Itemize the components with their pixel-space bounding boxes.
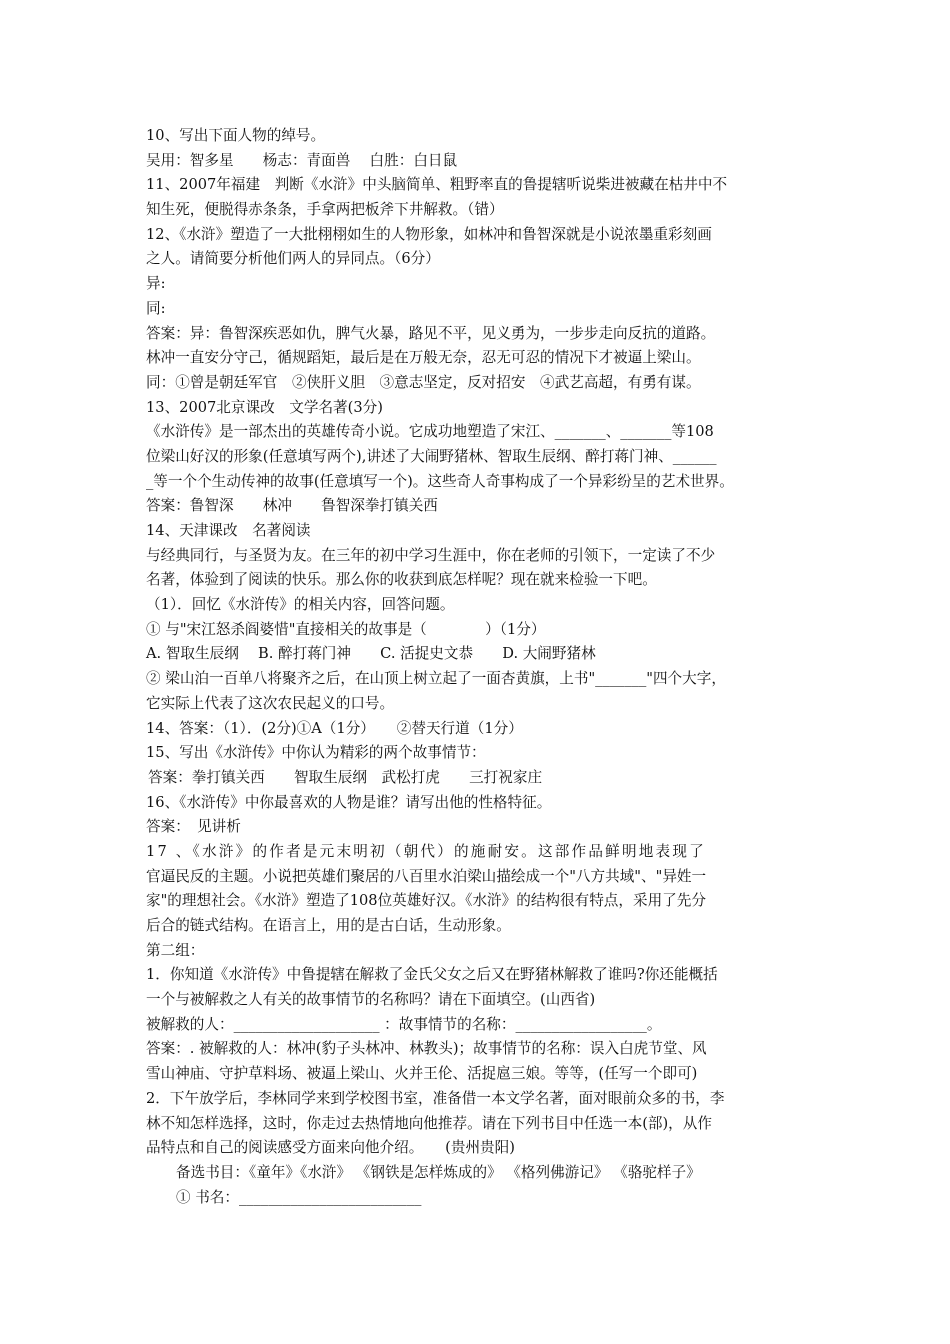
answer-14: 14、答案：（1）．(2分)①A（1分） ②替天行道（1分）	[146, 719, 523, 737]
answer-12-same: 同：①曾是朝廷军官 ②侠肝义胆 ③意志坚定，反对招安 ④武艺高超，有勇有谋。	[146, 373, 701, 391]
question-14-part-1: （1）．回忆《水浒传》的相关内容，回答问题。	[146, 596, 455, 614]
book-name-blank: ① 书名：_________________________	[176, 1188, 422, 1206]
question-11: 11、2007年福建 判断《水浒》中头脑简单、粗野率直的鲁提辖听说柴进被藏在枯井中不	[146, 176, 728, 194]
group-2-question-1: 1．你知道《水浒传》中鲁提辖在解救了金氏父女之后又在野猪林解救了谁吗?你还能概括	[146, 966, 718, 984]
question-14: 14、天津课改 名著阅读	[146, 522, 311, 539]
question-13-text-2: 位梁山好汉的形象(任意填写两个),讲述了大闹野猪林、智取生辰纲、醉打蒋门神、______	[146, 447, 717, 465]
item-17-cont-2: 家"的理想社会。《水浒》塑造了108位英雄好汉。《水浒》的结构很有特点，采用了先分	[146, 892, 706, 910]
question-13-text-3: _等一个个生动传神的故事(任意填写一个)。这些奇人奇事构成了一个异彩纷呈的艺术世界。	[146, 472, 734, 490]
group-2-answer-1: 答案：. 被解救的人：林冲(豹子头林冲、林教头)；故事情节的名称：误入白虎节堂、风	[146, 1040, 707, 1058]
answer-13: 答案：鲁智深 林冲 鲁智深拳打镇关西	[146, 497, 438, 515]
same-label: 同:	[146, 299, 166, 317]
question-12-cont: 之人。请简要分析他们两人的异同点。（6分）	[146, 250, 440, 268]
group-2-question-1-cont: 一个与被解救之人有关的故事情节的名称吗？请在下面填空。(山西省)	[146, 991, 596, 1009]
answer-12-cont: 林冲一直安分守己，循规蹈矩，最后是在万般无奈，忍无可忍的情况下才被逼上梁山。	[146, 349, 701, 367]
question-14-item-1: ① 与"宋江怒杀阎婆惜"直接相关的故事是（ ）（1分）	[146, 620, 546, 638]
item-17-cont-1: 官逼民反的主题。小说把英雄们聚居的八百里水泊梁山描绘成一个"八方共域"、"异姓一	[146, 867, 707, 885]
item-17-cont-3: 后合的链式结构。在语言上，用的是古白话，生动形象。	[146, 917, 511, 934]
group-2-question-2-cont-1: 林不知怎样选择，这时，你走过去热情地向他推荐。请在下列书目中任选一本(部)，从作	[146, 1114, 712, 1132]
question-14-intro-1: 与经典同行，与圣贤为友。在三年的初中学习生涯中，你在老师的引领下，一定读了不少	[146, 546, 716, 564]
question-13: 13、2007北京课改 文学名著(3分)	[146, 398, 383, 416]
group-2-question-2-cont-2: 品特点和自己的阅读感受方面来向他介绍。 (贵州贵阳)	[146, 1139, 515, 1157]
diff-label: 异:	[146, 275, 166, 293]
item-17: 17 、《水浒》的作者是元末明初（朝代）的施耐安。这部作品鲜明地表现了	[146, 842, 706, 860]
question-12: 12、《水浒》塑造了一大批栩栩如生的人物形象，如林冲和鲁智深就是小说浓墨重彩刻画	[146, 225, 712, 243]
question-11-cont: 知生死，便脱得赤条条，手拿两把板斧下井解救。（错）	[146, 201, 504, 219]
answer-15: 答案：拳打镇关西 智取生辰纲 武松打虎 三打祝家庄	[148, 768, 543, 786]
question-15: 15、写出《水浒传》中你认为精彩的两个故事情节：	[146, 744, 486, 762]
answer-16: 答案： 见讲析	[146, 818, 241, 836]
group-2-heading: 第二组：	[146, 941, 205, 959]
question-14-intro-2: 名著，体验到了阅读的快乐。那么你的收获到底怎样呢？现在就来检验一下吧。	[146, 571, 657, 589]
question-16: 16、《水浒传》中你最喜欢的人物是谁？请写出他的性格特征。	[146, 793, 552, 811]
question-14-item-2-cont: 它实际上代表了这次农民起义的口号。	[146, 694, 395, 712]
question-14-options: A. 智取生辰纲 B. 醉打蒋门神 C. 活捉史文恭 D. 大闹野猪林	[146, 645, 596, 663]
group-2-answer-1-cont: 雪山神庙、守护草料场、被逼上梁山、火并王伦、活捉扈三娘。等等，(任写一个即可)	[146, 1065, 698, 1083]
question-14-item-2: ② 梁山泊一百单八将聚齐之后，在山顶上树立起了一面杏黄旗，上书"_______"四个大字，	[146, 670, 726, 688]
group-2-question-2: 2．下午放学后，李林同学来到学校图书室，准备借一本文学名著，面对眼前众多的书，李	[146, 1089, 725, 1107]
answer-12: 答案：异：鲁智深疾恶如仇，脾气火暴，路见不平，见义勇为，一步步走向反抗的道路。	[146, 324, 716, 342]
question-13-text-1: 《水浒传》是一部杰出的英雄传奇小说。它成功地塑造了宋江、_______、_______等108	[146, 423, 714, 441]
question-10: 10、写出下面人物的绰号。	[146, 127, 326, 144]
book-options: 备选书目：《童年》《水浒》 《钢铁是怎样炼成的》 《格列佛游记》 《骆驼样子》	[176, 1163, 701, 1181]
group-2-fill-blank: 被解救的人：____________________ ：故事情节的名称：__________________。	[146, 1015, 662, 1033]
answer-10: 吴用：智多星 杨志：青面兽 白胜：白日鼠	[146, 151, 458, 169]
document-page	[146, 124, 812, 1210]
